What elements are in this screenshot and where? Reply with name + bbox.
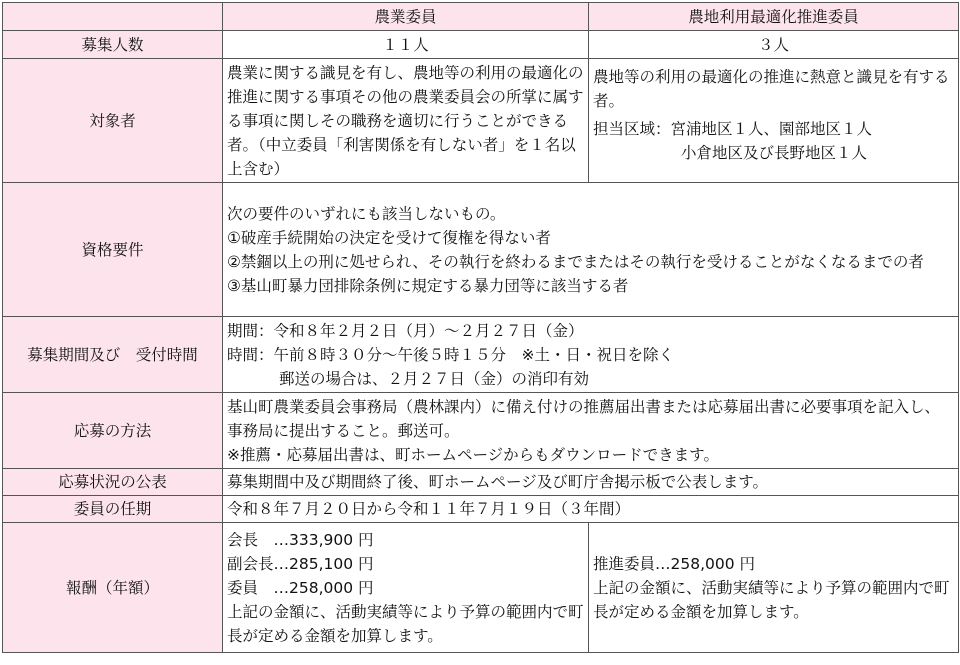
term-text: 令和８年７月２０日から令和１１年７月１９日（３年間） bbox=[223, 496, 959, 523]
method-text: 基山町農業委員会事務局（農林課内）に備え付けの推薦届出書または応募届出書に必要事項を記入し、事務局に提出すること。郵送可。 bbox=[227, 397, 941, 440]
pay-label: 報酬（年額） bbox=[3, 523, 223, 653]
target-row bbox=[3, 59, 959, 183]
target-area-label: 担当区域：宮浦地区１人、園部地区１人 bbox=[593, 120, 873, 138]
recruitment-table bbox=[2, 2, 959, 653]
term-label: 委員の任期 bbox=[3, 496, 223, 523]
target-label: 対象者 bbox=[3, 59, 223, 183]
qualification-label: 資格要件 bbox=[3, 183, 223, 317]
count-label: 募集人数 bbox=[3, 31, 223, 59]
publication-row bbox=[3, 469, 959, 496]
header-empty-cell bbox=[3, 3, 223, 31]
pay-chair: 会長 …333,900 円 bbox=[227, 530, 374, 549]
qualification-content bbox=[223, 183, 959, 317]
period-label: 募集期間及び 受付時間 bbox=[3, 317, 223, 393]
pay-vice-chair: 副会長…285,100 円 bbox=[227, 554, 374, 573]
pay-promotion bbox=[589, 523, 959, 653]
pay-agri bbox=[223, 523, 589, 653]
qualification-item-3: ③基山町暴力団排除条例に規定する暴力団等に該当する者 bbox=[227, 276, 629, 295]
target-agri-text: 農業に関する識見を有し、農地等の利用の最適化の推進に関する事項その他の農業委員会の所掌に属する事項に関しその職務を適切に行うことができる者。（中立委員「利害関係を有しない者」を１名以上含む） bbox=[227, 63, 584, 178]
target-agri bbox=[223, 59, 589, 183]
pay-member: 委員 …258,000 円 bbox=[227, 578, 374, 597]
target-area-cont: 小倉地区及び長野地区１人 bbox=[681, 144, 868, 162]
qualification-row bbox=[3, 183, 959, 317]
period-postal: 郵送の場合は、２月２７日（金）の消印有効 bbox=[279, 369, 590, 388]
count-promotion: ３人 bbox=[589, 31, 959, 59]
count-agri: １１人 bbox=[223, 31, 589, 59]
method-label: 応募の方法 bbox=[3, 393, 223, 469]
period-dates: 期間：令和８年２月２日（月）～２月２７日（金） bbox=[227, 321, 584, 340]
pay-agri-note: 上記の金額に、活動実績等により予算の範囲内で町長が定める金額を加算します。 bbox=[227, 602, 584, 645]
period-hours: 時間：午前８時３０分～午後５時１５分 ※土・日・祝日を除く bbox=[227, 345, 674, 364]
header-row bbox=[3, 3, 959, 31]
qualification-intro: 次の要件のいずれにも該当しないもの。 bbox=[227, 204, 506, 223]
header-promotion-committee: 農地利用最適化推進委員 bbox=[589, 3, 959, 31]
pay-row bbox=[3, 523, 959, 653]
qualification-item-1: ①破産手続開始の決定を受けて復権を得ない者 bbox=[227, 228, 551, 247]
publication-text: 募集期間中及び期間終了後、町ホームページ及び町庁舎掲示板で公表します。 bbox=[223, 469, 959, 496]
count-row bbox=[3, 31, 959, 59]
header-agri-committee: 農業委員 bbox=[223, 3, 589, 31]
target-promotion bbox=[589, 59, 959, 183]
method-content bbox=[223, 393, 959, 469]
qualification-item-2: ②禁錮以上の刑に処せられ、その執行を終わるまでまたはその執行を受けることがなくなるまでの者 bbox=[227, 252, 924, 271]
target-promotion-text: 農地等の利用の最適化の推進に熱意と識見を有する者。 bbox=[593, 68, 950, 110]
period-row bbox=[3, 317, 959, 393]
method-note: ※推薦・応募届出書は、町ホームページからもダウンロードできます。 bbox=[227, 445, 719, 464]
method-row bbox=[3, 393, 959, 469]
publication-label: 応募状況の公表 bbox=[3, 469, 223, 496]
pay-promotion-member: 推進委員…258,000 円 bbox=[593, 554, 756, 573]
term-row bbox=[3, 496, 959, 523]
pay-promotion-note: 上記の金額に、活動実績等により予算の範囲内で町長が定める金額を加算します。 bbox=[593, 578, 950, 621]
period-content bbox=[223, 317, 959, 393]
